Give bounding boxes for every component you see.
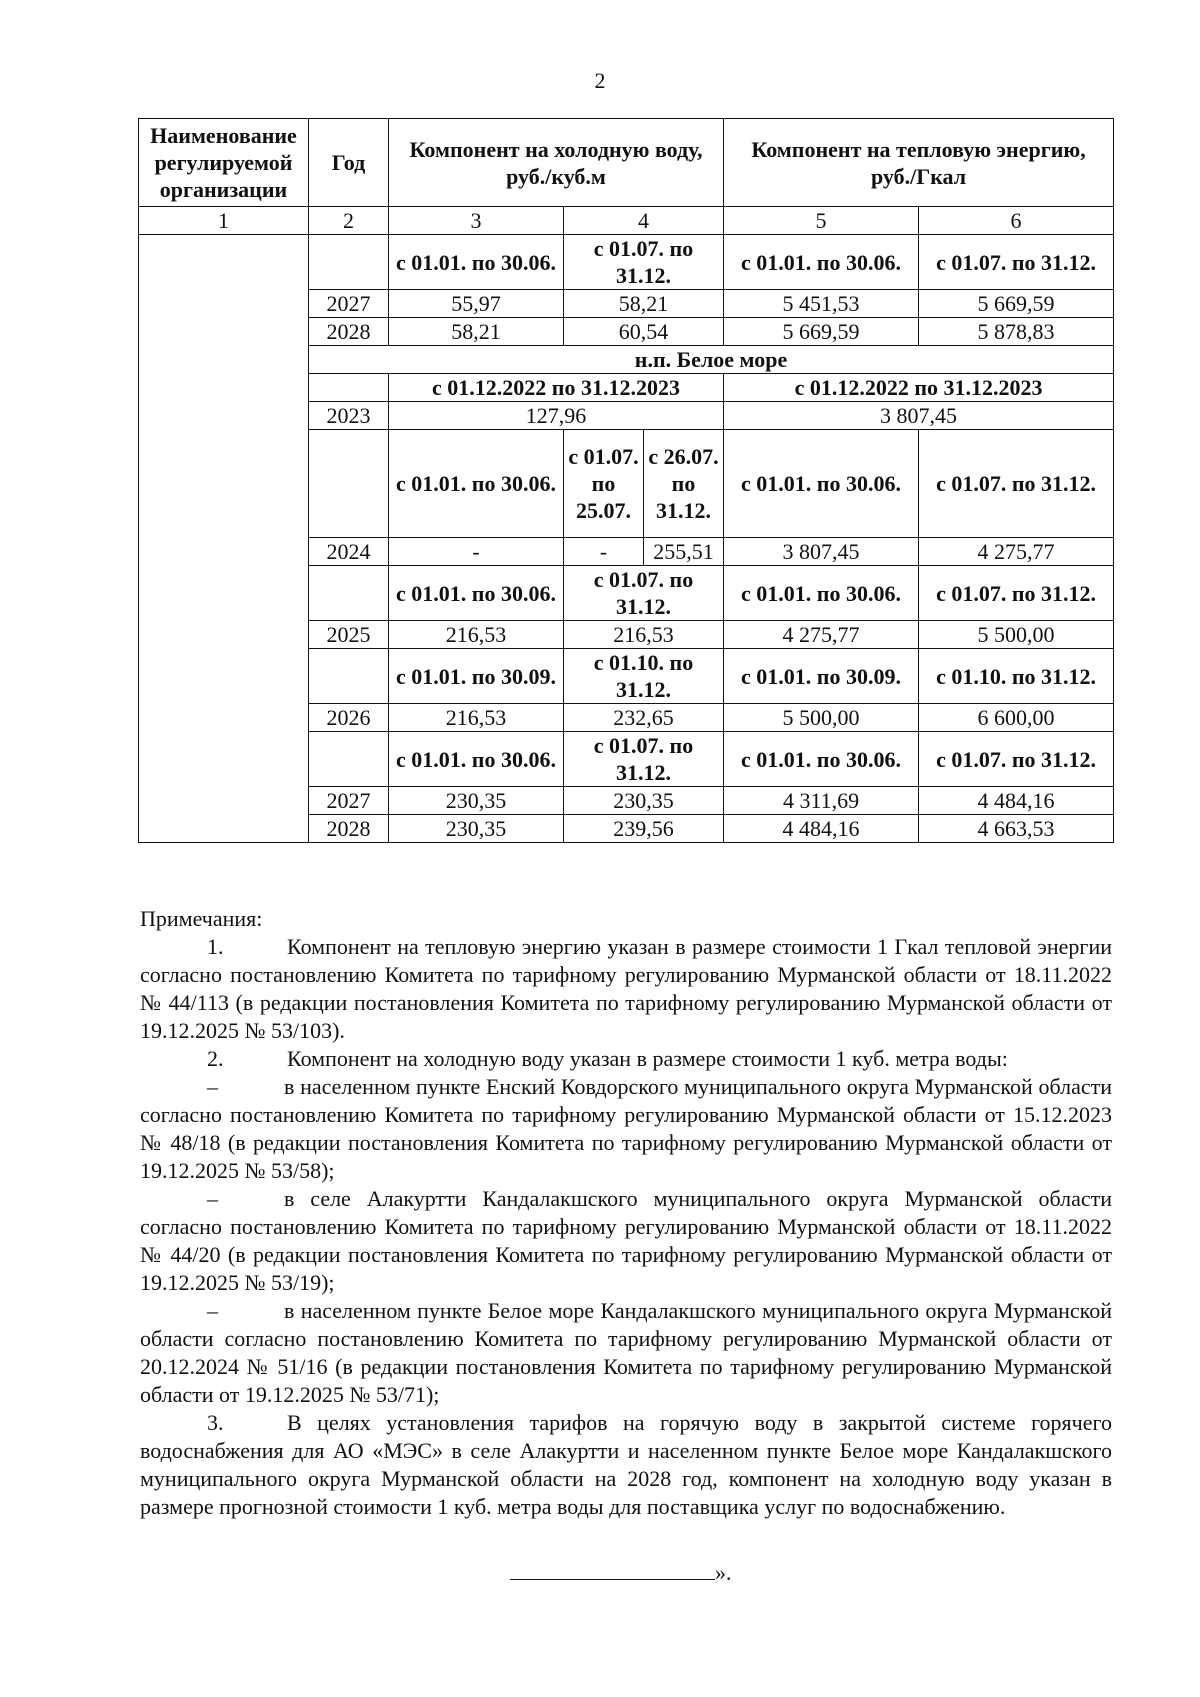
period-cell: с 01.07. по 31.12.	[919, 566, 1114, 621]
value-cell: 5 669,59	[724, 318, 919, 346]
dash-marker: –	[207, 1074, 218, 1099]
value-cell: -	[389, 538, 564, 566]
value-cell: 4 275,77	[724, 621, 919, 649]
period-cell: с 01.01. по 30.09.	[389, 649, 564, 704]
value-cell: 3 807,45	[724, 538, 919, 566]
value-cell: 216,53	[389, 704, 564, 732]
section-title: н.п. Белое море	[309, 346, 1114, 374]
dash-marker: –	[207, 1186, 218, 1211]
notes-title: Примечания:	[140, 906, 263, 931]
note-number: 2.	[207, 1046, 224, 1071]
value-cell: 4 275,77	[919, 538, 1114, 566]
tariff-table	[138, 118, 1114, 843]
note-1	[140, 933, 1112, 1045]
year-cell	[309, 235, 389, 290]
year-cell: 2026	[309, 704, 389, 732]
year-cell	[309, 374, 389, 402]
column-number-row	[139, 207, 1114, 235]
period-cell: с 01.12.2022 по 31.12.2023	[724, 374, 1114, 402]
year-cell	[309, 649, 389, 704]
period-cell: с 01.01. по 30.06.	[724, 566, 919, 621]
org-cell	[139, 235, 309, 843]
value-cell: 58,21	[389, 318, 564, 346]
period-cell: с 01.01. по 30.06.	[389, 430, 564, 538]
value-cell: 5 500,00	[724, 704, 919, 732]
period-cell: с 01.01. по 30.06.	[389, 732, 564, 787]
period-cell: с 01.07. по 31.12.	[564, 235, 724, 290]
period-cell: с 01.01. по 30.06.	[389, 566, 564, 621]
header-year: Год	[309, 119, 389, 207]
table-header-row	[139, 119, 1114, 207]
value-cell: 4 663,53	[919, 815, 1114, 843]
period-cell: с 01.01. по 30.06.	[724, 732, 919, 787]
period-cell: с 01.07. по 31.12.	[919, 732, 1114, 787]
year-cell	[309, 430, 389, 538]
period-cell: с 01.01. по 30.09.	[724, 649, 919, 704]
value-cell: 4 484,16	[919, 787, 1114, 815]
notes-section	[140, 905, 1112, 1521]
period-cell: с 01.10. по 31.12.	[564, 649, 724, 704]
value-cell: 255,51	[644, 538, 724, 566]
value-cell: -	[564, 538, 644, 566]
col-number: 5	[724, 207, 919, 235]
header-cold-water: Компонент на холодную воду, руб./куб.м	[389, 119, 724, 207]
value-cell: 127,96	[389, 402, 724, 430]
header-org: Наименование регулируемой организации	[139, 119, 309, 207]
value-cell: 3 807,45	[724, 402, 1114, 430]
col-number: 4	[564, 207, 724, 235]
value-cell: 232,65	[564, 704, 724, 732]
dash-marker: –	[207, 1298, 218, 1323]
note-text: в населенном пункте Белое море Кандалакшского муниципального округа Мурманской области согласно постановлению Комитета по тарифному регулированию Мурманской области от 20.12.2024 № 51/16 (в редакции постановления Комитета по тарифному регулированию Мурманской области от 19.12.2025 № 53/71);	[140, 1298, 1112, 1407]
period-cell: с 01.01. по 30.06.	[724, 235, 919, 290]
note-text: В целях установления тарифов на горячую воду в закрытой системе горячего водоснабжения для АО «МЭС» в селе Алакуртти и населенном пункте Белое море Кандалакшского муниципального округа Мурманской области на 2028 год, компонент на холодную воду указан в размере прогнозной стоимости 1 куб. метра воды для поставщика услуг по водоснабжению.	[140, 1410, 1112, 1519]
col-number: 6	[919, 207, 1114, 235]
value-cell: 58,21	[564, 290, 724, 318]
period-cell: с 01.07. по 31.12.	[919, 235, 1114, 290]
value-cell: 239,56	[564, 815, 724, 843]
period-cell: с 01.01. по 30.06.	[389, 235, 564, 290]
period-cell: с 01.01. по 30.06.	[724, 430, 919, 538]
note-text: в селе Алакуртти Кандалакшского муниципального округа Мурманской области согласно постановлению Комитета по тарифному регулированию Мурманской области от 18.11.2022 № 44/20 (в редакции постановления Комитета по тарифному регулированию Мурманской области от 19.12.2025 № 53/19);	[140, 1186, 1112, 1295]
year-cell: 2023	[309, 402, 389, 430]
period-cell: с 01.12.2022 по 31.12.2023	[389, 374, 724, 402]
closing-quote: ».	[715, 1560, 732, 1585]
note-text: в населенном пункте Енский Ковдорского муниципального округа Мурманской области согласно постановлению Комитета по тарифному регулированию Мурманской области от 15.12.2023 № 48/18 (в редакции постановления Комитета по тарифному регулированию Мурманской области от 19.12.2025 № 53/58);	[140, 1074, 1112, 1183]
year-cell	[309, 566, 389, 621]
note-2	[140, 1045, 1112, 1073]
col-number: 3	[389, 207, 564, 235]
page-number: 2	[594, 68, 606, 93]
value-cell: 60,54	[564, 318, 724, 346]
header-heat: Компонент на тепловую энергию, руб./Гкал	[724, 119, 1114, 207]
year-cell: 2025	[309, 621, 389, 649]
value-cell: 5 451,53	[724, 290, 919, 318]
period-cell: с 26.07. по 31.12.	[644, 430, 724, 538]
period-cell: с 01.07. по 31.12.	[564, 566, 724, 621]
period-cell: с 01.07. по 31.12.	[564, 732, 724, 787]
year-cell: 2027	[309, 290, 389, 318]
year-cell	[309, 732, 389, 787]
period-row	[139, 235, 1114, 290]
value-cell: 5 669,59	[919, 290, 1114, 318]
value-cell: 230,35	[389, 787, 564, 815]
period-cell: с 01.07. по 25.07.	[564, 430, 644, 538]
closing-line	[510, 1561, 715, 1580]
value-cell: 55,97	[389, 290, 564, 318]
period-cell: с 01.10. по 31.12.	[919, 649, 1114, 704]
year-cell: 2024	[309, 538, 389, 566]
note-2-item	[140, 1297, 1112, 1409]
value-cell: 230,35	[389, 815, 564, 843]
note-2-item	[140, 1185, 1112, 1297]
note-text: Компонент на холодную воду указан в размере стоимости 1 куб. метра воды:	[287, 1046, 1008, 1071]
value-cell: 4 311,69	[724, 787, 919, 815]
closing-mark	[510, 1560, 732, 1586]
note-2-item	[140, 1073, 1112, 1185]
year-cell: 2028	[309, 815, 389, 843]
note-text: Компонент на тепловую энергию указан в размере стоимости 1 Гкал тепловой энергии согласно постановлению Комитета по тарифному регулированию Мурманской области от 18.11.2022 № 44/113 (в редакции постановления Комитета по тарифному регулированию Мурманской области от 19.12.2025 № 53/103).	[140, 934, 1112, 1043]
note-3	[140, 1409, 1112, 1521]
year-cell: 2027	[309, 787, 389, 815]
col-number: 2	[309, 207, 389, 235]
value-cell: 230,35	[564, 787, 724, 815]
value-cell: 4 484,16	[724, 815, 919, 843]
value-cell: 216,53	[389, 621, 564, 649]
value-cell: 216,53	[564, 621, 724, 649]
year-cell: 2028	[309, 318, 389, 346]
value-cell: 5 878,83	[919, 318, 1114, 346]
note-number: 3.	[207, 1410, 224, 1435]
value-cell: 6 600,00	[919, 704, 1114, 732]
period-cell: с 01.07. по 31.12.	[919, 430, 1114, 538]
note-number: 1.	[207, 934, 224, 959]
col-number: 1	[139, 207, 309, 235]
value-cell: 5 500,00	[919, 621, 1114, 649]
